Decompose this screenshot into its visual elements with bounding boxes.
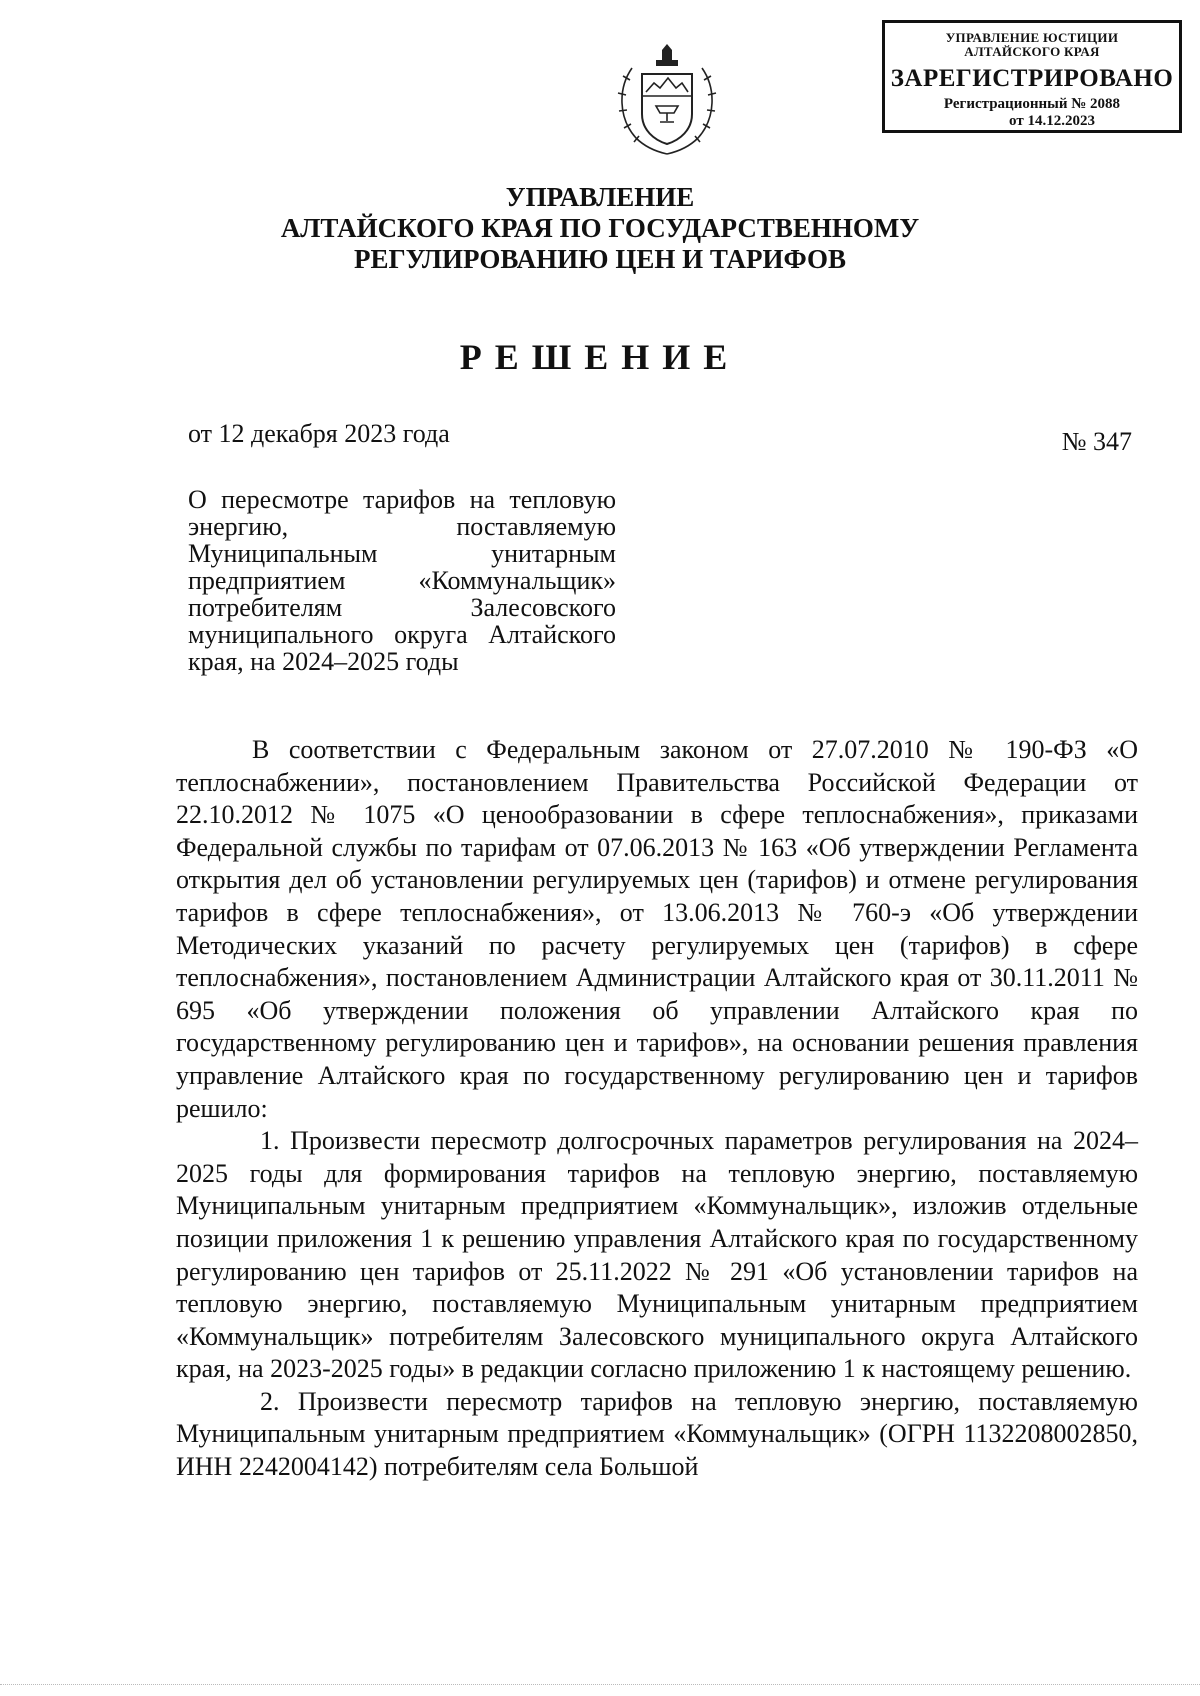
preamble-paragraph: В соответствии с Федеральным законом от 27.07.2010 № 190-ФЗ «О теплоснабжении», постановлением Правительства Российской Федерации от 22.10.2012 № 1075 «О ценообразовании в сфере теплоснабжения», приказами Федеральной службы по тарифам от 07.06.2013 № 163 «Об утверждении Регламента открытия дел об установлении регулируемых цен (тарифов) и отмене регулирования тарифов в сфере теплоснабжения», от 13.06.2013 № 760-э «Об утверждении Методических указаний по расчету регулируемых цен (тарифов) в сфере теплоснабжения», постановлением Администрации Алтайского края от 30.11.2011 № 695 «Об утверждении положения об управлении Алтайского края по государственному регулированию цен и тарифов», на основании решения правления управление Алтайского края по государственному регулированию цен и тарифов решило: bbox=[176, 735, 1138, 1123]
document-number: № 347 bbox=[1061, 427, 1132, 456]
clause-1-paragraph: 1. Произвести пересмотр долгосрочных параметров регулирования на 2024–2025 годы для формирования тарифов на тепловую энергию, поставляемую Муниципальным унитарным предприятием «Коммунальщик», изложив отдельные позиции приложения 1 к решению управления Алтайского края по государственному регулированию цен тарифов от 25.11.2022 № 291 «Об установлении тарифов на тепловую энергию, поставляемую Муниципальным унитарным предприятием «Коммунальщик» потребителям Залесовского муниципального округа Алтайского края, на 2023-2025 годы» в редакции согласно приложению 1 к настоящему решению. bbox=[176, 1126, 1138, 1384]
stamp-org bbox=[885, 31, 1179, 59]
stamp-status: ЗАРЕГИСТРИРОВАНО bbox=[890, 65, 1174, 92]
issuer-line3: РЕГУЛИРОВАНИЮ ЦЕН И ТАРИФОВ bbox=[353, 244, 847, 274]
document-date: от 12 декабря 2023 года bbox=[188, 419, 450, 448]
page-bottom-border bbox=[0, 1684, 1200, 1685]
clause-2-paragraph: 2. Произвести пересмотр тарифов на тепловую энергию, поставляемую Муниципальным унитарным предприятием «Коммунальщик» (ОГРН 1132208002850, ИНН 2242004142) потребителям села Большой bbox=[176, 1386, 1138, 1482]
stamp-org-line1: УПРАВЛЕНИЕ ЮСТИЦИИ bbox=[945, 30, 1119, 45]
document-title: РЕШЕНИЕ bbox=[459, 337, 741, 377]
stamp-reg-number: Регистрационный № 2088 bbox=[943, 96, 1121, 112]
issuer-line2: АЛТАЙСКОГО КРАЯ ПО ГОСУДАРСТВЕННОМУ bbox=[280, 213, 920, 243]
registration-stamp bbox=[882, 20, 1182, 133]
document-subject: О пересмотре тарифов на тепловую энергию, поставляемую Муниципальным унитарным предприятием «Коммунальщик» потребителям Залесовского муниципального округа Алтайского края, на 2024–2025 годы bbox=[188, 485, 616, 676]
stamp-reg-date: от 14.12.2023 bbox=[1009, 113, 1095, 129]
coat-of-arms-icon bbox=[612, 40, 722, 160]
stamp-org-line2: АЛТАЙСКОГО КРАЯ bbox=[964, 44, 1100, 59]
issuer-line1: УПРАВЛЕНИЕ bbox=[505, 182, 695, 212]
issuer-header bbox=[0, 182, 1200, 275]
document-body bbox=[176, 734, 1138, 1484]
stamp-details bbox=[885, 96, 1179, 130]
